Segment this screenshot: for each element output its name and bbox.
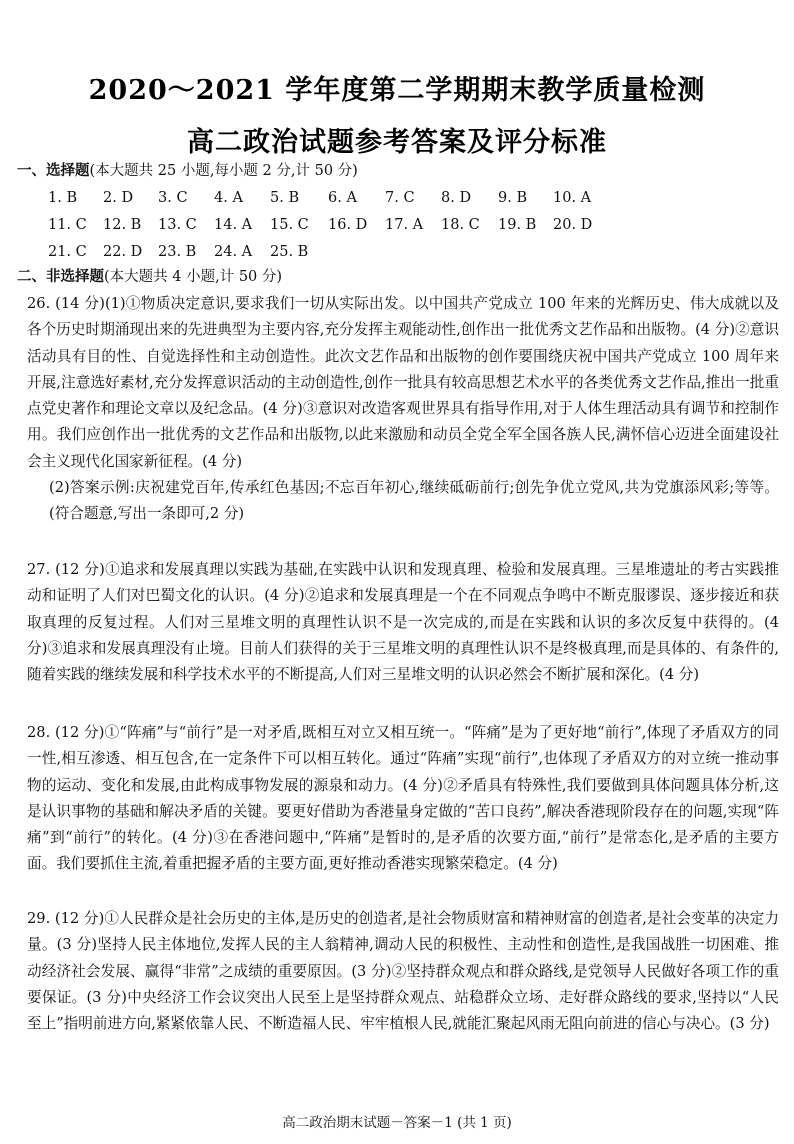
- section-2-note: (本大题共 4 小题,计 50 分): [104, 269, 283, 285]
- question-28: [27, 720, 779, 878]
- answer-item: 21. C: [48, 244, 87, 260]
- answer-item: 7. C: [385, 190, 415, 206]
- q27-text: 27. (12 分)①追求和发展真理以实践为基础,在实践中认识和发现真理、检验和发展真理。三星堆遗址的考古实践推动和证明了人们对巴蜀文化的认识。(4 分)②追求和发展真理是一个在不同观点争鸣中不断克服谬误、逐步接近和获取真理的反复过程。人们对三星堆文明的真理性认识不是一次完成的,而是在实践和认识的多次反复中获得的。(4 分)③追求和发展真理没有止境。目前人们获得的关于三星堆文明的真理性认识不是终极真理,而是具体的、有条件的,随着实践的继续发展和科学技术水平的不断提高,人们对三星堆文明的认识必然会不断扩展和深化。(4 分): [27, 561, 779, 684]
- q26-part-1: 26. (14 分)(1)①物质决定意识,要求我们一切从实际出发。以中国共产党成立 100 年来的光辉历史、伟大成就以及各个历史时期涌现出来的先进典型为主要内容,充分发挥主观能动性,创作出一批优秀文艺作品和出版物。(4 分)②意识活动具有目的性、自觉选择性和主动创造性。此次文艺作品和出版物的创作要围绕庆祝中国共产党成立 100 周年来开展,注意选好素材,充分发挥意识活动的主动创造性,创作一批具有较高思想艺术水平的各类优秀文艺作品,推出一批重点党史著作和理论文章以及纪念品。(4 分)③意识对改造客观世界具有指导作用,对于人体生理活动具有调节和控制作用。我们应创作出一批优秀的文艺作品和出版物,以此来激励和动员全党全军全国各族人民,满怀信心迈进全面建设社会主义现代化国家新征程。(4 分): [27, 295, 779, 470]
- answer-item: 22. D: [103, 244, 143, 260]
- answer-item: 3. C: [158, 190, 188, 206]
- answer-item: 10. A: [553, 190, 592, 206]
- question-26: [27, 291, 779, 528]
- section-2-heading: [17, 266, 282, 288]
- answer-item: 8. D: [441, 190, 472, 206]
- page-title: 2020～2021 学年度第二学期期末教学质量检测: [88, 75, 706, 106]
- answer-item: 25. B: [270, 244, 309, 260]
- answer-item: 23. B: [158, 244, 197, 260]
- section-1-note: (本大题共 25 小题,每小题 2 分,计 50 分): [89, 163, 358, 179]
- answer-item: 4. A: [214, 190, 243, 206]
- answer-item: 15. C: [270, 217, 309, 233]
- page-subtitle: 高二政治试题参考答案及评分标准: [187, 127, 607, 158]
- answer-item: 2. D: [103, 190, 134, 206]
- answer-item: 6. A: [328, 190, 357, 206]
- answer-item: 11. C: [48, 217, 87, 233]
- answer-item: 20. D: [553, 217, 593, 233]
- q28-text: 28. (12 分)①“阵痛”与“前行”是一对矛盾,既相互对立又相互统一。“阵痛”是为了更好地“前行”,体现了矛盾双方的同一性,相互渗透、相互包含,在一定条件下可以相互转化。通过“阵痛”实现“前行”,也体现了矛盾双方的对立统一推动事物的运动、变化和发展,由此构成事物发展的源泉和动力。(4 分)②矛盾具有特殊性,我们要做到具体问题具体分析,这是认识事物的基础和解决矛盾的关键。要更好借助为香港量身定做的“苦口良药”,解决香港现阶段存在的问题,实现“阵痛”到“前行”的转化。(4 分)③在香港问题中,“阵痛”是暂时的,是矛盾的次要方面,“前行”是常态化,是矛盾的主要方面。我们要抓住主流,着重把握矛盾的主要方面,更好推动香港实现繁荣稳定。(4 分): [27, 724, 779, 873]
- answer-item: 12. B: [103, 217, 142, 233]
- answer-item: 14. A: [214, 217, 253, 233]
- section-1-title: 一、选择题: [17, 162, 90, 179]
- answer-item: 1. B: [48, 190, 78, 206]
- q29-text: 29. (12 分)①人民群众是社会历史的主体,是历史的创造者,是社会物质财富和精神财富的创造者,是社会变革的决定力量。(3 分)坚持人民主体地位,发挥人民的主人翁精神,调动人民的积极性、主动性和创造性,是我国战胜一切困难、推动经济社会发展、赢得“非常”之成绩的重要原因。(3 分)②坚持群众观点和群众路线,是党领导人民做好各项工作的重要保证。(3 分)中央经济工作会议突出人民至上是坚持群众观点、站稳群众立场、走好群众路线的要求,坚持以“人民至上”指明前进方向,紧紧依靠人民、不断造福人民、牢牢植根人民,就能汇聚起风雨无阻向前进的信心与决心。(3 分): [27, 910, 779, 1033]
- question-27: [27, 557, 779, 688]
- section-2-title: 二、非选择题: [17, 268, 104, 285]
- answer-item: 9. B: [498, 190, 528, 206]
- answer-item: 18. C: [441, 217, 480, 233]
- answer-item: 17. A: [385, 217, 424, 233]
- question-29: [27, 906, 779, 1037]
- answer-item: 5. B: [270, 190, 300, 206]
- section-1-heading: [17, 160, 358, 182]
- answer-item: 13. C: [158, 217, 197, 233]
- answer-item: 19. B: [498, 217, 537, 233]
- answer-item: 16. D: [328, 217, 368, 233]
- answer-item: 24. A: [214, 244, 253, 260]
- page-footer: 高二政治期末试题－答案－1 (共 1 页): [282, 1115, 512, 1131]
- q26-part-2: (2)答案示例:庆祝建党百年,传承红色基因;不忘百年初心,继续砥砺前行;创先争优立党风,共为党旗添风彩;等等。(符合题意,写出一条即可,2 分): [49, 479, 779, 523]
